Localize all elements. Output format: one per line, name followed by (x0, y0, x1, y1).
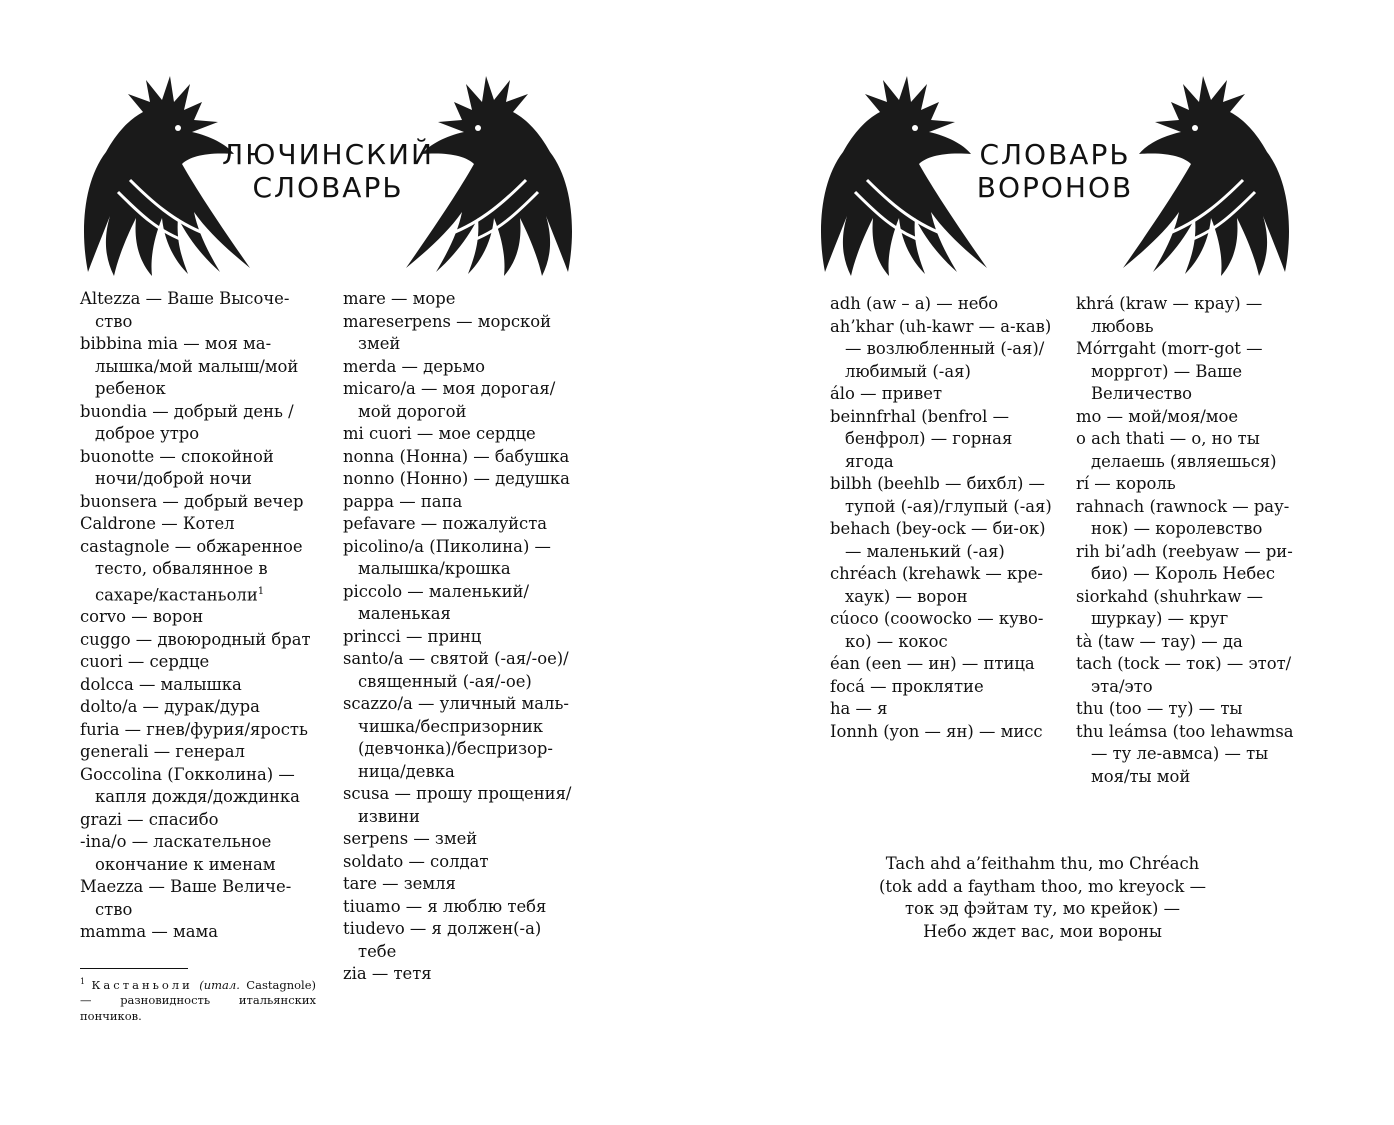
entry-text: tiudevo — я должен(-а) тебе (343, 919, 542, 961)
entry-text: rih bi’adh (reebyaw — рибио) — Король Небес (1076, 541, 1293, 583)
entry-text: mo — мой/моя/мое (1076, 406, 1239, 426)
entry-text: mamma — мама (80, 922, 219, 942)
glossary-column-2 (343, 288, 583, 986)
glossary-entry (80, 491, 316, 514)
glossary-entry (343, 626, 583, 649)
entry-text: behach (bey-ock — би-ок) — маленький (-ая) (830, 519, 1046, 561)
glossary-entry (80, 921, 316, 944)
entry-text: scazzo/a — уличный мальчишка/беспризорник (девчонка)/беспризорница/девка (343, 694, 569, 781)
entry-text: bibbina mia — моя малышка/мой малыш/мой ребенок (80, 334, 299, 398)
lucian-dictionary-header (78, 72, 578, 277)
entry-text: beinnfrhal (benfrol — бенфрол) — горная ягода (830, 406, 1013, 471)
glossary-entry (343, 581, 583, 626)
title-line: СЛОВАРЬ (252, 171, 404, 204)
glossary-entry (343, 446, 583, 469)
entry-text: rí — король (1076, 474, 1176, 493)
entry-text: rahnach (rawnock — раунок) — королевство (1076, 496, 1290, 538)
motto-line: Tach ahd a’feithahm thu, mo Chréach (885, 854, 1200, 873)
entry-text: zia — тетя (343, 964, 432, 983)
glossary-entry (1076, 338, 1298, 406)
title-line: СЛОВАРЬ (979, 138, 1131, 171)
glossary-entry (343, 468, 583, 491)
page-title (78, 138, 578, 204)
footnote-mark: 1 (80, 977, 86, 986)
glossary-entry (830, 676, 1052, 699)
entry-text: chréach (krehawk — крехаук) — ворон (830, 564, 1043, 606)
glossary-entry (830, 698, 1052, 721)
glossary-entry (343, 378, 583, 423)
glossary-entry (80, 719, 316, 742)
entry-text: castagnole — обжаренное тесто, обвалянное в сахаре/кастаньоли (80, 536, 303, 604)
glossary-entry (80, 288, 316, 333)
glossary-entry (80, 651, 316, 674)
glossary-entry (1076, 698, 1298, 721)
glossary-entry (830, 653, 1052, 676)
glossary-column-2 (1076, 293, 1298, 788)
glossary-entry (830, 293, 1052, 316)
entry-text: picolino/a (Пиколина) — малышка/крошка (343, 536, 551, 578)
glossary-entry (80, 741, 316, 764)
footnote-divider (80, 968, 188, 969)
entry-text: mareserpens — морской змей (343, 311, 552, 353)
glossary-entry (80, 333, 316, 401)
entry-text: nonna (Нонна) — бабушка (343, 446, 570, 466)
glossary-entry (80, 876, 316, 921)
glossary-entry (1076, 428, 1298, 473)
glossary-entry (1076, 586, 1298, 631)
glossary-entry (343, 963, 583, 986)
entry-text: o ach thati — о, но ты делаешь (являешься) (1076, 429, 1277, 471)
glossary-entry (830, 563, 1052, 608)
entry-text: scusa — прошу прощения/извини (343, 784, 572, 826)
glossary-column-1 (830, 293, 1052, 743)
entry-text: soldato — солдат (343, 851, 489, 871)
glossary-entry (1076, 293, 1298, 338)
glossary-entry (830, 406, 1052, 474)
entry-text: éan (een — ин) — птица (830, 654, 1035, 673)
glossary-entry (830, 316, 1052, 384)
footnote-reference: 1 (257, 585, 265, 597)
entry-text: cuori — сердце (80, 652, 210, 672)
title-line: ЛЮЧИНСКИЙ (222, 138, 434, 171)
glossary-entry (830, 608, 1052, 653)
entry-text: merda — дерьмо (343, 356, 485, 376)
entry-text: pappa — папа (343, 491, 463, 511)
entry-text: piccolo — маленький/маленькая (343, 581, 529, 623)
glossary-entry (343, 873, 583, 896)
footnote (80, 974, 316, 1024)
glossary-entry (80, 536, 316, 607)
entry-text: focá — проклятие (830, 676, 984, 696)
glossary-entry (80, 809, 316, 832)
glossary-entry (80, 831, 316, 876)
entry-text: tà (taw — тау) — да (1076, 631, 1243, 651)
entry-text: Mórrgaht (morr-got — морргот) — Ваше Величество (1076, 339, 1263, 403)
entry-text: Maezza — Ваше Величество (80, 877, 292, 919)
entry-text: Caldrone — Котел (80, 514, 235, 533)
glossary-entry (1076, 496, 1298, 541)
glossary-entry (830, 518, 1052, 563)
entry-text: pefavare — пожалуйста (343, 514, 548, 533)
entry-text: buonotte — спокойной ночи/доброй ночи (80, 446, 274, 488)
glossary-column-1 (80, 288, 316, 944)
entry-text: cúoco (coowocko — кувоко) — кокос (830, 609, 1044, 651)
entry-text: mare — море (343, 289, 456, 308)
entry-text: dolto/a — дурак/дура (80, 697, 260, 717)
glossary-entry (343, 693, 583, 783)
glossary-entry (80, 401, 316, 446)
footnote-source: (итал. (199, 977, 240, 992)
glossary-entry (830, 473, 1052, 518)
glossary-entry (343, 311, 583, 356)
glossary-entry (343, 828, 583, 851)
entry-text: princci — принц (343, 626, 482, 646)
glossary-entry (343, 423, 583, 446)
entry-text: micaro/a — моя дорогая/мой дорогой (343, 379, 556, 421)
entry-text: thu (too — ту) — ты (1076, 699, 1243, 718)
motto-line: ток эд фэйтам ту, мо крейок) — (904, 899, 1181, 918)
glossary-entry (80, 674, 316, 697)
entry-text: buondia — добрый день / доброе утро (80, 401, 294, 443)
glossary-entry (343, 536, 583, 581)
entry-text: corvo — ворон (80, 607, 204, 627)
glossary-entry (343, 648, 583, 693)
entry-text: grazi — спасибо (80, 809, 219, 829)
glossary-entry (80, 629, 316, 652)
entry-text: ha — я (830, 699, 888, 718)
footnote-text: Castagnole) — разновидность итальянских пончиков. (80, 977, 316, 1023)
raven-motto (830, 853, 1255, 943)
glossary-entry (343, 513, 583, 536)
glossary-entry (343, 783, 583, 828)
glossary-entry (1076, 406, 1298, 429)
entry-text: bilbh (beehlb — бихбл) — тупой (-ая)/глупый (-ая) (830, 474, 1052, 516)
glossary-entry (1076, 631, 1298, 654)
motto-line: (tok add a faytham thoo, mo kreyock — (879, 876, 1206, 896)
entry-text: tare — земля (343, 874, 456, 893)
glossary-entry (80, 513, 316, 536)
entry-text: khrá (kraw — крау) — любовь (1076, 294, 1263, 336)
entry-text: adh (aw – a) — небо (830, 294, 999, 313)
glossary-entry (80, 764, 316, 809)
motto-line: Небо ждет вас, мои вороны (923, 921, 1162, 941)
entry-text: mi cuori — мое сердце (343, 424, 536, 443)
entry-text: generali — генерал (80, 742, 245, 762)
footnote-term: Кастаньоли (91, 977, 193, 992)
glossary-entry (343, 288, 583, 311)
entry-text: furia — гнев/фурия/ярость (80, 719, 308, 739)
title-line: ВОРОНОВ (976, 171, 1134, 204)
entry-text: Ionnh (yon — ян) — мисс (830, 721, 1043, 741)
glossary-entry (830, 383, 1052, 406)
entry-text: álo — привет (830, 384, 943, 403)
entry-text: serpens — змей (343, 829, 478, 848)
entry-text: tach (tock — ток) — этот/эта/это (1076, 654, 1292, 696)
entry-text: thu leámsa (too lehawmsa — ту ле-авмса) — ты моя/ты мой (1076, 721, 1294, 786)
glossary-entry (1076, 473, 1298, 496)
entry-text: -ina/o — ласкательное окончание к именам (80, 832, 276, 874)
entry-text: buonsera — добрый вечер (80, 491, 304, 511)
glossary-entry (343, 896, 583, 919)
glossary-entry (343, 356, 583, 379)
glossary-entry (343, 491, 583, 514)
entry-text: dolcca — малышка (80, 674, 242, 694)
page-title (815, 138, 1295, 204)
right-page (697, 0, 1394, 1125)
glossary-entry (80, 606, 316, 629)
glossary-entry (80, 696, 316, 719)
entry-text: siorkahd (shuhrkaw — шуркау) — круг (1076, 586, 1263, 628)
glossary-entry (1076, 653, 1298, 698)
entry-text: nonno (Нонно) — дедушка (343, 469, 570, 488)
entry-text: santo/a — святой (-ая/-ое)/священный (-ая/-ое) (343, 649, 569, 691)
glossary-entry (343, 918, 583, 963)
raven-dictionary-header (815, 72, 1295, 277)
entry-text: tiuamo — я люблю тебя (343, 896, 547, 916)
entry-text: cuggo — двоюродный брат (80, 629, 311, 649)
glossary-entry (80, 446, 316, 491)
glossary-entry (1076, 721, 1298, 789)
glossary-entry (343, 851, 583, 874)
entry-text: Goccolina (Гокколина) — капля дождя/дождинка (80, 764, 300, 807)
entry-text: Altezza — Ваше Высочество (80, 289, 290, 331)
glossary-entry (1076, 541, 1298, 586)
glossary-entry (830, 721, 1052, 744)
entry-text: ah’khar (uh-kawr — а-кав) — возлюбленный (-ая)/любимый (-ая) (830, 316, 1052, 381)
